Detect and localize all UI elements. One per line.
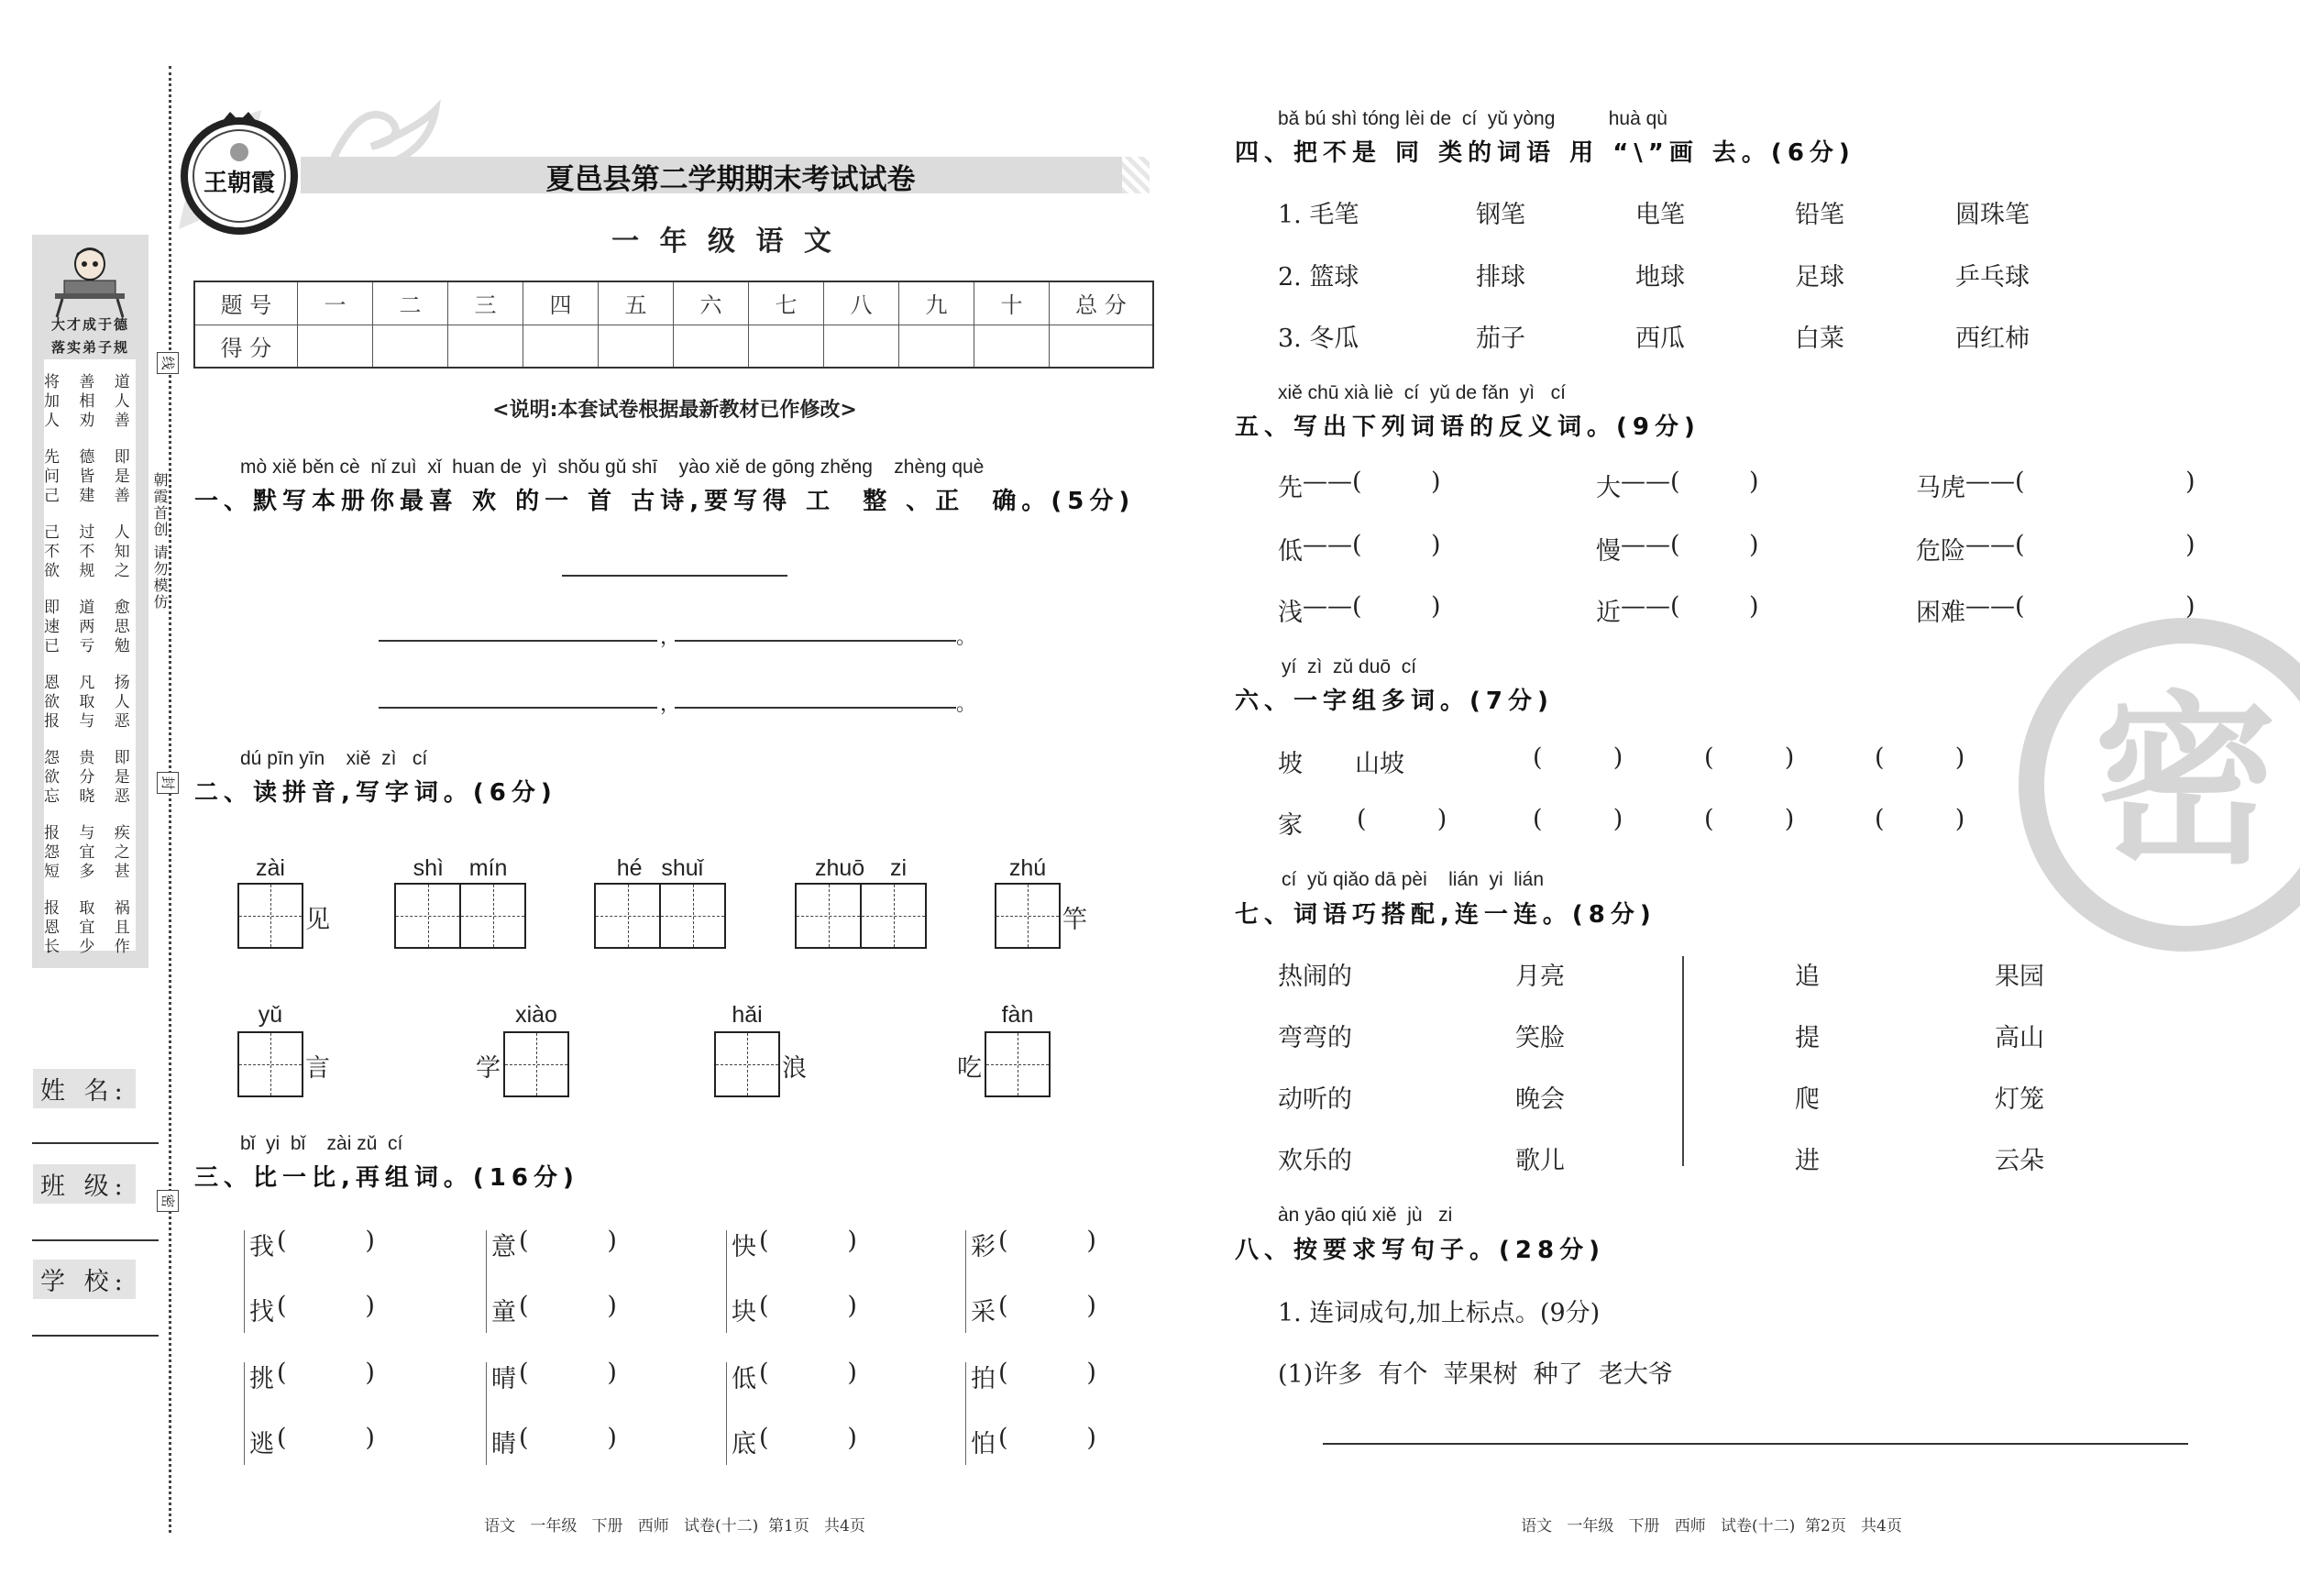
q5-heading: 五、写出下列词语的反义词。(9分) <box>1235 413 1700 441</box>
maxim-row: 己 建 善 <box>44 487 138 505</box>
tianzige-box[interactable] <box>985 1031 1051 1097</box>
tianzige-cell[interactable] <box>797 885 862 947</box>
class-label: 班 级: <box>33 1164 136 1204</box>
tianzige-cell[interactable] <box>396 885 461 947</box>
maxim-row: 不 不 知 <box>44 543 138 561</box>
maxim-row: 加 相 人 <box>44 392 138 411</box>
word-blank[interactable]: ( ) <box>1357 805 1447 833</box>
q8-heading: 八、按要求写句子。(28分) <box>1235 1237 1605 1264</box>
q7-heading: 七、词语巧搭配,连一连。(8分) <box>1235 901 1656 929</box>
word-option[interactable]: 铅笔 <box>1795 201 1844 229</box>
q1-heading: 一、默写本册你最喜 欢 的一 首 古诗,要写得 工 整 、正 确。(5分) <box>194 488 1136 515</box>
q1-pinyin: mò xiě běn cè nǐ zuì xǐ huan de yì shǒu gǔ shī yào xiě de gōng zhěng zhèng què <box>240 457 985 478</box>
score-table-header-cell: 三 <box>448 281 523 325</box>
score-cell[interactable] <box>824 325 899 368</box>
word-option[interactable]: 钢笔 <box>1476 201 1525 229</box>
match-word[interactable]: 提 <box>1795 1024 1820 1052</box>
tianzige-cell[interactable] <box>862 885 925 947</box>
word-blank[interactable]: ( ) <box>519 1424 617 1452</box>
score-table-header-cell: 十 <box>974 281 1050 325</box>
maxim-row: 即 道 愈 <box>44 599 138 617</box>
word-blank[interactable]: ( ) <box>998 1359 1096 1387</box>
maxim-row: 怨 贵 即 <box>44 749 138 767</box>
antonym-prompt: 低 <box>1278 537 1303 566</box>
wangzhaoxia-logo <box>179 112 300 237</box>
pair-bracket <box>726 1230 727 1333</box>
dash: ——( <box>1621 592 1680 621</box>
compare-char: 快 <box>732 1233 756 1261</box>
antonym-blank[interactable]: ) <box>2185 531 2195 559</box>
match-word[interactable]: 弯弯的 <box>1278 1024 1352 1052</box>
compare-char: 晴 <box>491 1365 516 1393</box>
pinyin-prompt: xiào <box>515 1002 557 1028</box>
maxim-row: 忘 晓 恶 <box>44 787 138 806</box>
page-footer-left: 语文 一年级 下册 西师 试卷(十二) 第1页 共4页 <box>484 1517 865 1535</box>
pair-bracket <box>244 1230 245 1333</box>
exam-subtitle: 一 年 级 语 文 <box>611 226 837 258</box>
q8-sub1: 1. 连词成句,加上标点。(9分) <box>1278 1299 1601 1327</box>
score-cell[interactable] <box>523 325 599 368</box>
antonym-prompt: 先 <box>1278 474 1303 502</box>
tianzige-box[interactable] <box>995 883 1061 949</box>
tianzige-cell[interactable] <box>596 885 661 947</box>
pinyin-prompt: zhú <box>1008 855 1047 881</box>
antonym-prompt: 马虎 <box>1916 474 1965 502</box>
pinyin-prompt: hé shuǐ <box>616 855 704 881</box>
group-char: 家 <box>1278 811 1303 840</box>
score-table-header-cell: 一 <box>298 281 373 325</box>
word-option[interactable]: 西瓜 <box>1635 325 1685 353</box>
antonym-blank[interactable]: ) <box>1749 531 1759 559</box>
word-blank[interactable]: ( ) <box>277 1227 375 1255</box>
pinyin-prompt: zhuō zi <box>814 855 908 881</box>
tianzige-cell[interactable] <box>505 1033 567 1095</box>
word-option[interactable]: 3. 冬瓜 <box>1278 325 1359 353</box>
word-option[interactable]: 茄子 <box>1476 325 1525 353</box>
tianzige-box[interactable] <box>714 1031 780 1097</box>
poem-line-2a[interactable] <box>379 707 657 709</box>
maxim-row: 短 多 甚 <box>44 863 138 881</box>
word-option[interactable]: 2. 篮球 <box>1278 263 1359 292</box>
antonym-prompt: 危险 <box>1916 537 1965 566</box>
student-cartoon-icon <box>48 240 132 319</box>
antonym-blank[interactable]: ) <box>1431 592 1441 621</box>
dash: ——( <box>1303 468 1362 496</box>
match-word[interactable]: 爬 <box>1795 1085 1820 1114</box>
pinyin-prompt: fàn <box>1001 1002 1034 1028</box>
pinyin-prompt: hǎi <box>732 1002 763 1028</box>
pair-bracket <box>486 1362 487 1465</box>
period: 。 <box>956 693 977 716</box>
logo-text: 王朝霞 <box>203 170 276 197</box>
q2-heading: 二、读拼音,写字词。(6分) <box>194 779 557 807</box>
score-table <box>193 281 1154 369</box>
school-field[interactable] <box>32 1335 159 1337</box>
word-blank[interactable]: ( ) <box>277 1359 375 1387</box>
word-blank[interactable]: ( ) <box>759 1359 857 1387</box>
pinyin-prompt: shì mín <box>413 855 508 881</box>
word-blank[interactable]: ( ) <box>277 1424 375 1452</box>
exam-title: 夏邑县第二学期期末考试试卷 <box>545 163 916 196</box>
compare-char: 逃 <box>249 1430 274 1458</box>
tianzige-box[interactable] <box>237 883 303 949</box>
maxim-row: 先 德 即 <box>44 448 138 467</box>
score-cell[interactable] <box>448 325 523 368</box>
compare-char: 睛 <box>491 1430 516 1458</box>
pair-bracket <box>965 1230 966 1333</box>
word-option[interactable]: 电笔 <box>1635 201 1685 229</box>
pair-bracket <box>965 1362 966 1465</box>
name-label: 姓 名: <box>33 1069 136 1108</box>
word-suffix: 见 <box>305 906 330 934</box>
name-field[interactable] <box>32 1142 159 1144</box>
maxim-row: 已 亏 勉 <box>44 637 138 655</box>
word-blank[interactable]: ( ) <box>1704 743 1795 772</box>
antonym-prompt: 近 <box>1596 599 1621 627</box>
q8-pinyin: àn yāo qiú xiě jù zi <box>1278 1205 1453 1226</box>
match-word[interactable]: 追 <box>1795 963 1820 991</box>
word-suffix: 言 <box>305 1054 330 1083</box>
compare-char: 块 <box>732 1298 756 1326</box>
compare-char: 我 <box>249 1233 274 1261</box>
tianzige-cell[interactable] <box>986 1033 1049 1095</box>
word-prefix: 吃 <box>957 1054 982 1083</box>
word-option[interactable]: 足球 <box>1795 263 1844 292</box>
exam-note: <说明:本套试卷根据最新教材已作修改> <box>492 399 857 422</box>
match-word[interactable]: 灯笼 <box>1995 1085 2044 1114</box>
score-table-header-cell: 总 分 <box>1050 281 1154 325</box>
antonym-blank[interactable]: ) <box>2185 592 2195 621</box>
match-word[interactable]: 进 <box>1795 1147 1820 1175</box>
word-option[interactable]: 排球 <box>1476 263 1525 292</box>
compare-char: 意 <box>491 1233 516 1261</box>
maxim-row: 速 两 思 <box>44 618 138 636</box>
tianzige-cell[interactable] <box>239 1033 302 1095</box>
word-blank[interactable]: ( ) <box>519 1292 617 1320</box>
word-blank[interactable]: ( ) <box>759 1227 857 1255</box>
word-blank[interactable]: ( ) <box>1533 743 1623 772</box>
word-option[interactable]: 1. 毛笔 <box>1278 201 1359 229</box>
poem-line-1a[interactable] <box>379 640 657 642</box>
q7-pinyin: cí yǔ qiǎo dā pèi lián yi lián <box>1282 869 1544 890</box>
maxim-row: 人 劝 善 <box>44 412 138 430</box>
compare-char: 挑 <box>249 1365 274 1393</box>
word-option[interactable]: 圆珠笔 <box>1955 201 2030 229</box>
word-blank[interactable]: ( ) <box>759 1292 857 1320</box>
q6-heading: 六、一字组多词。(7分) <box>1235 688 1554 715</box>
sidebar-motto-2: 落实弟子规 <box>50 339 129 356</box>
comma: ， <box>660 693 681 716</box>
poem-title-line[interactable] <box>562 575 787 577</box>
school-label: 学 校: <box>33 1260 136 1299</box>
word-blank[interactable]: ( ) <box>998 1292 1096 1320</box>
dash: ——( <box>1965 592 2025 621</box>
match-word[interactable]: 高山 <box>1995 1024 2044 1052</box>
page-footer-right: 语文 一年级 下册 西师 试卷(十二) 第2页 共4页 <box>1521 1517 1902 1535</box>
q8-sub1-item: (1)许多 有个 苹果树 种了 老大爷 <box>1278 1360 1673 1389</box>
binding-dotted-line <box>169 66 171 1533</box>
maxim-row: 问 皆 是 <box>44 468 138 486</box>
maxim-row: 欲 取 人 <box>44 693 138 711</box>
word-blank[interactable]: ( ) <box>1875 743 1965 772</box>
word-option[interactable]: 西红柿 <box>1955 325 2030 353</box>
score-cell[interactable] <box>373 325 448 368</box>
maxim-row: 欲 规 之 <box>44 562 138 580</box>
score-table-header-cell: 二 <box>373 281 448 325</box>
pair-bracket <box>244 1362 245 1465</box>
word-blank[interactable]: ( ) <box>519 1227 617 1255</box>
copyright-note: 朝霞首创 请勿模仿 <box>151 472 169 611</box>
score-cell[interactable] <box>674 325 749 368</box>
dash: ——( <box>1621 531 1680 559</box>
match-word[interactable]: 果园 <box>1995 963 2044 991</box>
score-cell[interactable] <box>1050 325 1154 368</box>
tianzige-cell[interactable] <box>461 885 524 947</box>
antonym-prompt: 大 <box>1596 474 1621 502</box>
maxim-row: 恩 凡 扬 <box>44 674 138 692</box>
match-word[interactable]: 晚会 <box>1515 1085 1565 1114</box>
q5-pinyin: xiě chū xià liè cí yǔ de fǎn yì cí <box>1278 382 1566 403</box>
score-table-score-row <box>194 325 1153 368</box>
maxim-row: 己 过 人 <box>44 523 138 542</box>
score-table-header-cell: 六 <box>674 281 749 325</box>
binding-mark: 密 <box>157 1190 179 1212</box>
q3-heading: 三、比一比,再组词。(16分) <box>194 1164 579 1192</box>
pinyin-prompt: yǔ <box>258 1002 283 1028</box>
score-table-header-cell: 九 <box>899 281 974 325</box>
compare-char: 彩 <box>971 1233 996 1261</box>
tianzige-cell[interactable] <box>716 1033 778 1095</box>
score-table-header-row <box>194 281 1153 325</box>
compare-char: 底 <box>732 1430 756 1458</box>
tianzige-box[interactable] <box>795 883 927 949</box>
dash: ——( <box>1965 468 2025 496</box>
period: 。 <box>956 626 977 649</box>
antonym-blank[interactable]: ) <box>1749 592 1759 621</box>
score-table-header-cell: 四 <box>523 281 599 325</box>
antonym-prompt: 困难 <box>1916 599 1965 627</box>
compare-char: 找 <box>249 1298 274 1326</box>
word-blank[interactable]: ( ) <box>759 1424 857 1452</box>
match-word[interactable]: 歌儿 <box>1515 1147 1565 1175</box>
word-blank[interactable]: ( ) <box>1533 805 1623 833</box>
confidential-watermark <box>2017 616 2300 955</box>
word-suffix: 浪 <box>782 1054 807 1083</box>
word-blank[interactable]: ( ) <box>998 1424 1096 1452</box>
q4-pinyin: bǎ bú shì tóng lèi de cí yǔ yòng huà qù <box>1278 108 1667 129</box>
maxim-row: 报 与 恶 <box>44 712 138 731</box>
tianzige-cell[interactable] <box>239 885 302 947</box>
compare-char: 低 <box>732 1365 756 1393</box>
tianzige-box[interactable] <box>237 1031 303 1097</box>
match-word[interactable]: 欢乐的 <box>1278 1147 1352 1175</box>
antonym-blank[interactable]: ) <box>2185 468 2195 496</box>
score-cell[interactable] <box>899 325 974 368</box>
word-option[interactable]: 地球 <box>1635 263 1685 292</box>
dash: ——( <box>1965 531 2025 559</box>
score-table-header-cell: 七 <box>749 281 824 325</box>
watermark-char: 密 <box>2093 676 2278 889</box>
maxim-row: 报 与 疾 <box>44 824 138 842</box>
tianzige-cell[interactable] <box>996 885 1059 947</box>
antonym-prompt: 浅 <box>1278 599 1303 627</box>
q3-pinyin: bǐ yi bǐ zài zǔ cí <box>240 1133 403 1154</box>
score-cell[interactable] <box>974 325 1050 368</box>
binding-mark: 线 <box>157 352 179 374</box>
q6-pinyin: yí zì zǔ duō cí <box>1282 656 1417 677</box>
maxim-row: 怨 宜 之 <box>44 843 138 862</box>
word-option[interactable]: 白菜 <box>1795 325 1844 353</box>
tianzige-cell[interactable] <box>661 885 724 947</box>
maxim-row: 报 取 祸 <box>44 899 138 918</box>
maxim-row: 长 少 作 <box>44 938 138 956</box>
maxim-row: 欲 分 是 <box>44 768 138 787</box>
pair-bracket <box>486 1230 487 1333</box>
word-option[interactable]: 乒乓球 <box>1955 263 2030 292</box>
compare-char: 采 <box>971 1298 996 1326</box>
antonym-blank[interactable]: ) <box>1431 468 1441 496</box>
example-word: 山坡 <box>1355 750 1404 778</box>
score-table-header-cell: 题 号 <box>194 281 298 325</box>
compare-char: 怕 <box>971 1430 996 1458</box>
dash: ——( <box>1303 531 1362 559</box>
dash: ——( <box>1303 592 1362 621</box>
class-field[interactable] <box>32 1239 159 1241</box>
score-cell[interactable] <box>749 325 824 368</box>
q4-heading: 四、把不是 同 类的词语 用 “\”画 去。(6分) <box>1235 139 1855 167</box>
dash: ——( <box>1621 468 1680 496</box>
antonym-prompt: 慢 <box>1596 537 1621 566</box>
group-char: 坡 <box>1278 750 1303 778</box>
tianzige-box[interactable] <box>594 883 726 949</box>
compare-char: 童 <box>491 1298 516 1326</box>
word-blank[interactable]: ( ) <box>519 1359 617 1387</box>
sidebar-motto-1: 大才成于德 <box>50 316 129 333</box>
score-table-header-cell: 五 <box>599 281 674 325</box>
word-blank[interactable]: ( ) <box>1704 805 1795 833</box>
poem-line-2b[interactable] <box>675 707 956 709</box>
comma: ， <box>660 626 681 649</box>
q8-answer-line[interactable] <box>1323 1443 2188 1445</box>
antonym-blank[interactable]: ) <box>1431 531 1441 559</box>
score-cell[interactable] <box>298 325 373 368</box>
pair-bracket <box>726 1362 727 1465</box>
match-word[interactable]: 动听的 <box>1278 1085 1352 1114</box>
match-word[interactable]: 笑脸 <box>1515 1024 1565 1052</box>
match-word[interactable]: 热闹的 <box>1278 963 1352 991</box>
maxim-row: 将 善 道 <box>44 373 138 391</box>
score-table-header-cell: 八 <box>824 281 899 325</box>
match-word[interactable]: 云朵 <box>1995 1147 2044 1175</box>
match-word[interactable]: 月亮 <box>1515 963 1565 991</box>
binding-mark: 封 <box>157 772 179 794</box>
compare-char: 拍 <box>971 1365 996 1393</box>
score-table-row-label: 得 分 <box>194 325 298 368</box>
q7-divider <box>1682 956 1684 1166</box>
word-suffix: 竿 <box>1062 906 1087 934</box>
tianzige-box[interactable] <box>503 1031 569 1097</box>
q2-pinyin: dú pīn yīn xiě zì cí <box>240 748 428 769</box>
word-prefix: 学 <box>476 1054 501 1083</box>
word-blank[interactable]: ( ) <box>277 1292 375 1320</box>
pinyin-prompt: zài <box>256 855 285 881</box>
word-blank[interactable]: ( ) <box>1875 805 1965 833</box>
maxim-row: 恩 宜 且 <box>44 919 138 937</box>
tianzige-box[interactable] <box>394 883 526 949</box>
poem-line-1b[interactable] <box>675 640 956 642</box>
word-blank[interactable]: ( ) <box>998 1227 1096 1255</box>
antonym-blank[interactable]: ) <box>1749 468 1759 496</box>
score-cell[interactable] <box>599 325 674 368</box>
